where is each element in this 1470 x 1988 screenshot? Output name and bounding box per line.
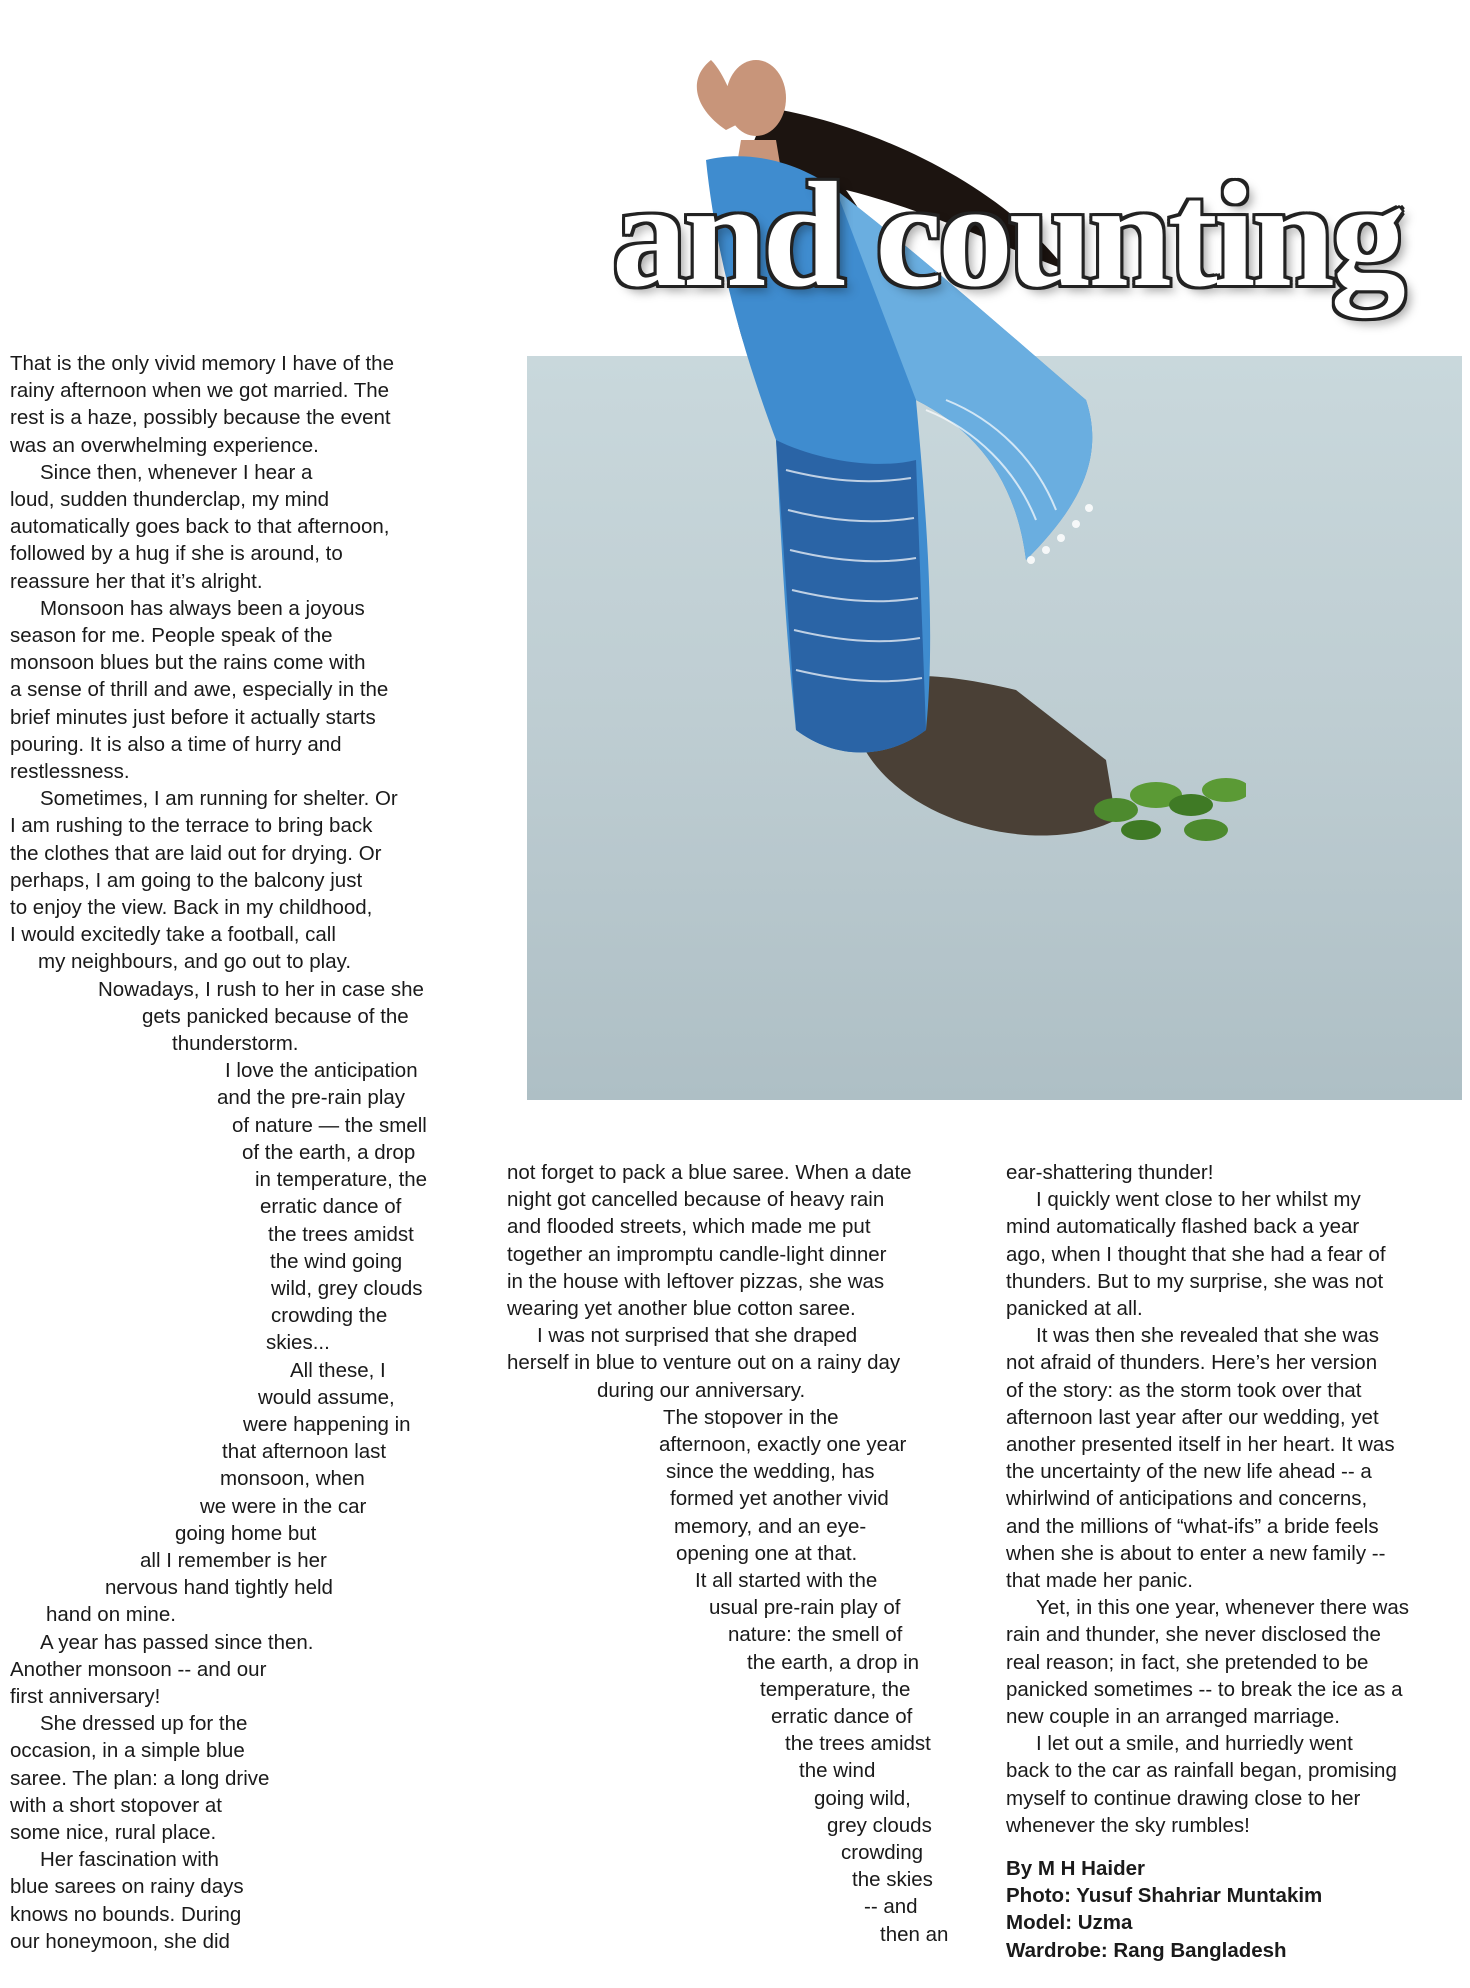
text-line: crowding — [841, 1841, 924, 1865]
text-line: thunders. But to my surprise, she was not — [1006, 1269, 1384, 1293]
text-line: Nowadays, I rush to her in case she — [98, 977, 424, 1001]
text-line: that afternoon last — [222, 1440, 387, 1464]
text-line: formed yet another vivid — [670, 1487, 889, 1511]
text-line: I am rushing to the terrace to bring back — [10, 814, 373, 838]
text-line: not afraid of thunders. Here’s her version — [1006, 1351, 1378, 1375]
text-line: and the millions of “what-ifs” a bride feels — [1006, 1514, 1379, 1538]
text-line: Yet, in this one year, whenever there was — [1036, 1596, 1410, 1620]
text-line: a sense of thrill and awe, especially in the — [10, 678, 389, 702]
text-line: wearing yet another blue cotton saree. — [507, 1297, 856, 1321]
text-line: memory, and an eye- — [674, 1514, 867, 1538]
text-line: Monsoon has always been a joyous — [40, 596, 365, 620]
text-line: I let out a smile, and hurriedly went — [1036, 1732, 1353, 1756]
text-line: the skies — [852, 1868, 933, 1892]
text-line: night got cancelled because of heavy rain — [507, 1188, 885, 1212]
text-line: then an — [880, 1922, 949, 1946]
text-line: loud, sudden thunderclap, my mind — [10, 488, 330, 512]
text-line: herself in blue to venture out on a rainy day — [507, 1351, 901, 1375]
text-line: ago, when I thought that she had a fear of — [1006, 1242, 1386, 1266]
text-line: Her fascination with — [40, 1848, 219, 1872]
text-line: in the house with leftover pizzas, she was — [507, 1269, 885, 1293]
text-line: whirlwind of anticipations and concerns, — [1006, 1487, 1368, 1511]
text-line: afternoon last year after our wedding, yet — [1006, 1405, 1379, 1429]
text-line: pouring. It is also a time of hurry and — [10, 732, 342, 756]
text-line: when she is about to enter a new family -- — [1006, 1541, 1386, 1565]
text-line: erratic dance of — [771, 1705, 913, 1729]
text-line: wild, grey clouds — [271, 1276, 423, 1300]
text-line: She dressed up for the — [40, 1712, 248, 1736]
text-line: knows no bounds. During — [10, 1902, 242, 1926]
text-line: of nature — the smell — [232, 1113, 427, 1137]
text-line: occasion, in a simple blue — [10, 1739, 245, 1763]
text-line: the trees amidst — [268, 1222, 414, 1246]
text-line: the clothes that are laid out for drying. Or — [10, 841, 382, 865]
text-line: rest is a haze, possibly because the event — [10, 406, 391, 430]
text-line: panicked sometimes -- to break the ice as a — [1006, 1677, 1403, 1701]
leaves-cluster — [1094, 778, 1246, 841]
text-line: followed by a hug if she is around, to — [10, 542, 343, 566]
credit-wardrobe: Wardrobe: Rang Bangladesh — [1006, 1938, 1287, 1962]
text-line: All these, I — [290, 1358, 386, 1382]
text-line: Another monsoon -- and our — [10, 1657, 267, 1681]
article-column-3 — [1006, 1159, 1409, 1964]
text-line: some nice, rural place. — [10, 1820, 217, 1844]
text-line: saree. The plan: a long drive — [10, 1766, 270, 1790]
text-line: going wild, — [814, 1786, 911, 1810]
text-line: usual pre-rain play of — [709, 1596, 901, 1620]
text-line: I quickly went close to her whilst my — [1036, 1188, 1361, 1212]
text-line: It all started with the — [695, 1569, 878, 1593]
text-line: back to the car as rainfall began, promising — [1006, 1759, 1397, 1783]
text-line: Since then, whenever I hear a — [40, 460, 313, 484]
text-line: I love the anticipation — [225, 1059, 418, 1083]
text-line: the wind going — [270, 1249, 403, 1273]
credit-byline: By M H Haider — [1006, 1857, 1145, 1881]
text-line: new couple in an arranged marriage. — [1006, 1705, 1340, 1729]
text-line: were happening in — [243, 1412, 411, 1436]
text-line: The stopover in the — [663, 1405, 839, 1429]
text-line: It was then she revealed that she was — [1036, 1324, 1380, 1348]
text-line: crowding the — [271, 1304, 388, 1328]
text-line: the uncertainty of the new life ahead -- a — [1006, 1460, 1372, 1484]
text-line: nervous hand tightly held — [105, 1576, 333, 1600]
text-line: the wind — [799, 1759, 876, 1783]
text-line: restlessness. — [10, 760, 130, 784]
text-line: temperature, the — [760, 1677, 911, 1701]
text-line: season for me. People speak of the — [10, 624, 333, 648]
text-line: rain and thunder, she never disclosed the — [1006, 1623, 1381, 1647]
article-column-1 — [10, 350, 427, 1955]
text-line: during our anniversary. — [597, 1378, 806, 1402]
text-line: thunderstorm. — [172, 1032, 299, 1056]
text-line: perhaps, I am going to the balcony just — [10, 868, 363, 892]
text-line: ear-shattering thunder! — [1006, 1161, 1214, 1184]
text-line: all I remember is her — [140, 1548, 327, 1572]
text-line: That is the only vivid memory I have of the — [10, 352, 394, 375]
text-line: whenever the sky rumbles! — [1006, 1813, 1250, 1837]
text-line: gets panicked because of the — [142, 1004, 409, 1028]
text-line: the earth, a drop in — [747, 1650, 920, 1674]
headline: and counting — [612, 152, 1402, 318]
text-line: reassure her that it’s alright. — [10, 569, 263, 593]
credit-model: Model: Uzma — [1006, 1911, 1133, 1935]
text-line: first anniversary! — [10, 1684, 161, 1708]
text-line: erratic dance of — [260, 1195, 402, 1219]
text-line: and the pre-rain play — [217, 1086, 406, 1110]
text-line: of the story: as the storm took over that — [1006, 1378, 1362, 1402]
text-line: monsoon blues but the rains come with — [10, 651, 366, 675]
text-line: grey clouds — [827, 1813, 932, 1837]
text-line: blue sarees on rainy days — [10, 1875, 244, 1899]
text-line: the trees amidst — [785, 1732, 931, 1756]
text-line: -- and — [864, 1895, 918, 1919]
credits-block — [1006, 1855, 1409, 1964]
text-line: we were in the car — [200, 1494, 367, 1518]
text-line: nature: the smell of — [728, 1623, 903, 1647]
text-line: would assume, — [258, 1385, 395, 1409]
text-line: our honeymoon, she did — [10, 1929, 230, 1953]
article-column-2 — [507, 1159, 948, 1948]
text-line: afternoon, exactly one year — [659, 1433, 907, 1457]
text-line: was an overwhelming experience. — [10, 433, 319, 457]
text-line: to enjoy the view. Back in my childhood, — [10, 896, 373, 920]
text-line: my neighbours, and go out to play. — [38, 950, 352, 974]
text-line: A year has passed since then. — [40, 1630, 314, 1654]
text-line: another presented itself in her heart. It was — [1006, 1433, 1395, 1457]
text-line: Sometimes, I am running for shelter. Or — [40, 787, 398, 811]
text-line: not forget to pack a blue saree. When a date — [507, 1161, 912, 1184]
text-line: I was not surprised that she draped — [537, 1324, 858, 1348]
text-line: rainy afternoon when we got married. The — [10, 379, 390, 403]
text-line: real reason; in fact, she pretended to be — [1006, 1650, 1369, 1674]
text-line: of the earth, a drop — [242, 1140, 416, 1164]
text-line: panicked at all. — [1006, 1297, 1143, 1321]
text-line: with a short stopover at — [10, 1793, 222, 1817]
text-line: automatically goes back to that afternoon, — [10, 515, 390, 539]
text-line: since the wedding, has — [666, 1460, 875, 1484]
text-line: hand on mine. — [46, 1603, 176, 1627]
text-line: that made her panic. — [1006, 1569, 1193, 1593]
text-line: I would excitedly take a football, call — [10, 923, 336, 947]
text-line: mind automatically flashed back a year — [1006, 1215, 1360, 1239]
text-line: skies... — [266, 1331, 330, 1355]
text-line: opening one at that. — [676, 1541, 858, 1565]
text-line: and flooded streets, which made me put — [507, 1215, 871, 1239]
text-line: myself to continue drawing close to her — [1006, 1786, 1361, 1810]
text-line: together an impromptu candle-light dinner — [507, 1242, 887, 1266]
credit-photo: Photo: Yusuf Shahriar Muntakim — [1006, 1884, 1323, 1908]
text-line: in temperature, the — [255, 1168, 428, 1192]
text-line: brief minutes just before it actually starts — [10, 705, 376, 729]
text-line: going home but — [175, 1521, 317, 1545]
text-line: monsoon, when — [220, 1467, 365, 1491]
